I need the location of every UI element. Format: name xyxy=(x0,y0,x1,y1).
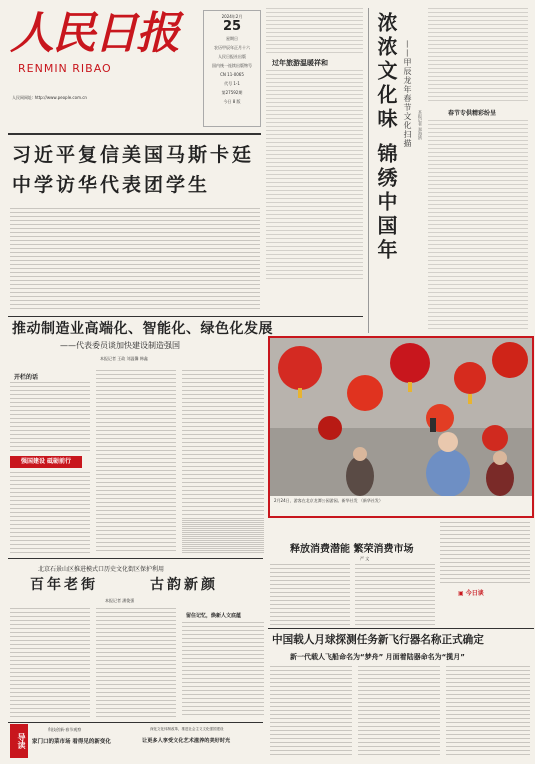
photo-caption xyxy=(274,498,529,503)
lunar-subheadline: 新一代载人飞船命名为“梦舟” 月面着陆器命名为“揽月” xyxy=(290,653,465,661)
photo-credit: （新华社发） xyxy=(358,498,383,503)
issue-info-line: 国内统一连续出版物号 xyxy=(212,63,252,68)
festival-photo xyxy=(268,336,534,518)
footer-label xyxy=(10,724,28,758)
story-three-byline: 本报记者 潘俊强 xyxy=(105,598,135,603)
story-two-col1-text-2 xyxy=(10,472,90,554)
right-feature-text-2 xyxy=(428,120,528,332)
story-three-kicker: 北京石景山区推进模式口历史文化街区保护利用 xyxy=(38,566,165,573)
issue-info-line: 人民日报社出版 xyxy=(218,54,246,59)
masthead-website[interactable]: 人民网网址: http://www.people.com.cn xyxy=(12,95,87,100)
story-two-badge-label: 强国建设 砥砺前行 xyxy=(20,458,72,465)
lunar-text-3 xyxy=(446,666,530,756)
right-feature-text xyxy=(428,8,528,104)
consumer-text-2 xyxy=(355,564,435,626)
issue-info-line: CN 11-0065 xyxy=(220,72,244,77)
date-box xyxy=(203,10,261,127)
story-two-kicker: 开栏的话 xyxy=(14,374,39,381)
footer-label-text: 导读 xyxy=(17,733,27,749)
masthead-romanization: RENMIN RIBAO xyxy=(18,62,112,75)
issue-info xyxy=(204,34,260,106)
story-two-byline: 本报记者 王政 刘温馨 韩鑫 xyxy=(100,356,148,361)
badge-icon: ▣ xyxy=(458,590,464,597)
center-section-heading: 过年旅游温暖祥和 xyxy=(272,58,328,67)
story-three-sidebar-title: 留住记忆，焕新人文底蕴 xyxy=(186,613,242,619)
story-three-headline-left: 百年老街 xyxy=(30,577,98,593)
story-two-col2-text xyxy=(96,370,176,554)
right-feature-section: 春节专供精彩纷呈 xyxy=(448,110,497,117)
top-news-text xyxy=(266,8,363,56)
lantern-photo-illustration xyxy=(270,338,532,496)
issue-info-line: 农历甲辰年正月十六 xyxy=(214,45,250,50)
consumer-byline: 严 文 xyxy=(360,556,370,561)
story-two-badge xyxy=(10,456,82,468)
lunar-text-1 xyxy=(270,666,352,756)
lunar-text-2 xyxy=(358,666,440,756)
footer-item1-title[interactable]: 家门口的菜市场 看得见的新变化 xyxy=(32,739,111,745)
story-two-subheadline: ——代表委员谈加快建设制造强国 xyxy=(60,341,180,350)
issue-info-line: 星期日 xyxy=(226,36,238,41)
right-feature-byline: 本报记者 郑海鸥 xyxy=(418,110,423,140)
story-two-headline: 推动制造业高端化、智能化、绿色化发展 xyxy=(12,321,273,337)
lead-story-text xyxy=(10,208,260,312)
center-story-text xyxy=(266,70,363,280)
footer-item2-kicker: 深化文化体制改革，推进社会主义文化强国建设 xyxy=(150,727,224,731)
lunar-badge-label: 今日谈 xyxy=(465,590,484,597)
story-three-col2 xyxy=(96,608,176,718)
footer-item2-title[interactable]: 让更多人享受文化艺术滋养的美好时光 xyxy=(142,738,231,744)
story-two-col1-text xyxy=(10,382,90,452)
date-line: 2024年2月 xyxy=(221,14,243,19)
masthead-title: 人民日报 xyxy=(10,8,178,59)
story-three-headline-right: 古韵新颜 xyxy=(150,577,218,593)
consumer-text-3 xyxy=(440,522,530,584)
date-day: 25 xyxy=(222,19,242,34)
issue-info-line: 第27592期 xyxy=(221,90,243,95)
right-feature-subtitle: ——甲辰龙年春节文化扫描 xyxy=(403,40,412,148)
story-three-col1 xyxy=(10,608,90,718)
lunar-headline: 中国载人月球探测任务新飞行器名称正式确定 xyxy=(272,634,484,646)
issue-info-line: 今日 8 版 xyxy=(223,99,241,104)
lunar-badge xyxy=(458,588,484,597)
lead-headline: 习近平复信美国马斯卡廷中学访华代表团学生 xyxy=(12,144,255,196)
issue-info-line: 代号 1-1 xyxy=(224,81,240,86)
right-feature-title: 浓浓文化味 锦绣中国年 xyxy=(374,12,398,263)
photo-caption-text: 2月24日，游客在北京龙潭公园游园。新华社发 xyxy=(274,498,358,503)
footer-item1-kicker: 科技创新·春节观察 xyxy=(48,727,82,732)
photo-story-text xyxy=(182,520,264,554)
consumer-text-1 xyxy=(270,564,350,626)
story-three-col3 xyxy=(182,622,264,718)
consumer-headline: 释放消费潜能 繁荣消费市场 xyxy=(290,544,414,555)
